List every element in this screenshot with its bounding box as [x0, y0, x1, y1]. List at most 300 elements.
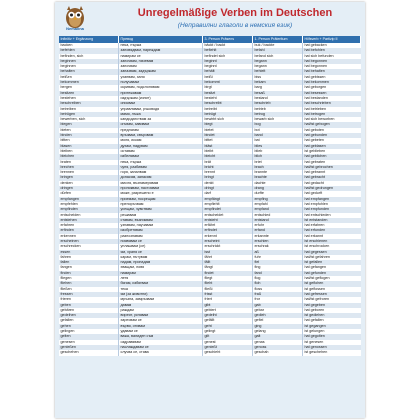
preterite-cell: briet [253, 160, 303, 165]
participle-cell: hat/ist gefahren [304, 254, 330, 259]
preterite-cell: fuhr [253, 255, 303, 260]
present-cell: geschieht [203, 350, 253, 355]
present-cell: erschrickt [203, 244, 253, 249]
present-cell: brennt [203, 170, 253, 175]
translation-cell: оздравявам [119, 340, 203, 345]
present-cell: gefällt [203, 318, 253, 323]
translation-cell: ям, храня се [119, 250, 203, 255]
infinitive-cell: erkennen [59, 234, 119, 239]
preterite-cell: befahl [253, 48, 303, 53]
translation-cell: избелявам [119, 154, 203, 159]
translation-cell: важа, валиден съм [119, 334, 203, 339]
translation-cell: намирам [119, 271, 203, 276]
participle-cell: hat/ist gedrungen [304, 186, 333, 191]
participle-cell: hat behalten [304, 69, 325, 74]
translation-cell: издържам (изпит) [119, 96, 203, 101]
translation-cell: удавам се [119, 329, 203, 334]
participle-cell: hat gebissen [304, 74, 326, 79]
present-cell: bläst [203, 144, 253, 149]
present-cell: entsteht [203, 218, 253, 223]
translation-cell: донасям, занасям [119, 175, 203, 180]
preterite-cell: brach [253, 165, 303, 170]
preterite-cell: fiel [253, 260, 303, 265]
infinitive-cell: betreiben [59, 107, 119, 112]
translation-cell: разпознавам [119, 234, 203, 239]
translation-cell: виреят, успявам [119, 313, 203, 318]
infinitive-cell: besitzen [59, 91, 119, 96]
preterite-cell: bekam [253, 80, 303, 85]
participle-cell: hat gebeten [304, 138, 324, 143]
infinitive-cell: bringen [59, 175, 119, 180]
participle-cell: hat/ist gebrochen [304, 164, 333, 169]
translation-cell: наслаждавам се [119, 345, 203, 350]
participle-cell: hat gebracht [304, 175, 326, 180]
page-title: Unregelmäßige Verben im Deutschen [137, 7, 333, 19]
participle-cell: hat geboten [304, 127, 324, 132]
present-cell: bringt [203, 175, 253, 180]
infinitive-cell: beginnen [59, 59, 119, 64]
infinitive-cell: braten [59, 160, 119, 165]
verb-table [59, 36, 361, 356]
preterite-cell: fing [253, 265, 303, 270]
infinitive-cell: fließen [59, 287, 119, 292]
infinitive-cell: bieten [59, 128, 119, 133]
infinitive-cell: bestehen [59, 96, 119, 101]
preterite-cell: erfuhr [253, 223, 303, 228]
participle-cell: hat begonnen [304, 58, 328, 63]
participle-cell: ist gelungen [304, 329, 325, 334]
translation-cell: решавам [119, 213, 203, 218]
present-cell: befiehlt [203, 48, 253, 53]
translation-cell: запазвам, задържам [119, 69, 203, 74]
infinitive-cell: beißen [59, 75, 119, 80]
logo-label: Nemalina [66, 26, 84, 31]
infinitive-cell: beginnen [59, 64, 119, 69]
translation-cell: падам, пропадам [119, 260, 203, 265]
translation-cell: скривам, подслонявам [119, 85, 203, 90]
translation-cell: прониквам, настоявам [119, 186, 203, 191]
infinitive-cell: dringen [59, 186, 119, 191]
present-cell: frisst [203, 292, 253, 297]
preterite-cell: band [253, 133, 303, 138]
participle-cell: ist erschienen [304, 238, 328, 243]
preterite-cell: begann [253, 64, 303, 69]
participle-cell: hat bekommen [304, 80, 329, 85]
infinitive-cell: fliehen [59, 281, 119, 286]
translation-cell: тека [119, 287, 203, 292]
infinitive-cell: fliegen [59, 276, 119, 281]
participle-cell: hat empfohlen [304, 201, 328, 206]
infinitive-cell: erscheinen [59, 239, 119, 244]
translation-cell: ям (за животни) [119, 292, 203, 297]
participle-cell: hat sich beworben [304, 117, 335, 122]
present-cell: betrügt [203, 112, 253, 117]
infinitive-cell: erfahren [59, 223, 119, 228]
present-cell: biegt [203, 122, 253, 127]
infinitive-cell: betrügen [59, 112, 119, 117]
participle-cell: ist geschehen [304, 350, 328, 355]
translation-cell: пека, пържа [119, 43, 203, 48]
participle-cell: hat geblasen [304, 143, 326, 148]
present-cell: betreibt [203, 107, 253, 112]
infinitive-cell: fahren [59, 255, 119, 260]
translation-cell: започвам, начевам [119, 59, 203, 64]
present-cell: beschreibt [203, 101, 253, 106]
participle-cell: ist gegangen [304, 323, 326, 328]
translation-cell: препоръчвам [119, 202, 203, 207]
preterite-cell: befand sich [253, 54, 303, 59]
present-cell: bäckt / backt [203, 43, 253, 48]
infinitive-cell: gefallen [59, 318, 119, 323]
translation-cell: кандидатствам за [119, 117, 203, 122]
participle-cell: hat/ist gefroren [304, 297, 330, 302]
preterite-cell: gedieh [253, 313, 303, 318]
present-cell: befindet sich [203, 54, 253, 59]
translation-cell: огъвам, завивам [119, 122, 203, 127]
preterite-cell: brachte [253, 175, 303, 180]
preterite-cell: behielt [253, 69, 303, 74]
participle-cell: hat beschrieben [304, 101, 331, 106]
participle-cell: hat gebunden [304, 133, 328, 138]
present-cell: bleibt [203, 149, 253, 154]
infinitive-cell: gehen [59, 324, 119, 329]
infinitive-cell: finden [59, 271, 119, 276]
present-cell: gibt [203, 303, 253, 308]
translation-cell: притежавам [119, 91, 203, 96]
present-cell: findet [203, 271, 253, 276]
translation-cell: приемам, посрещам [119, 197, 203, 202]
translation-cell: намирам се [119, 54, 203, 59]
infinitive-cell: empfehlen [59, 202, 119, 207]
translation-cell: узнавам, научавам [119, 223, 203, 228]
participle-cell: hat betrogen [304, 111, 326, 116]
present-cell: empfiehlt [203, 202, 253, 207]
preterite-cell: floh [253, 281, 303, 286]
translation-cell: мръзна, замръзвам [119, 297, 203, 302]
translation-cell: предлагам [119, 128, 203, 133]
participle-cell: ist entstanden [304, 217, 328, 222]
present-cell: empfängt [203, 197, 253, 202]
infinitive-cell: bekommen [59, 80, 119, 85]
participle-cell: hat erkannt [304, 233, 323, 238]
present-cell: besteht [203, 96, 253, 101]
present-cell: friert [203, 297, 253, 302]
translation-cell: духам, надувам [119, 144, 203, 149]
preterite-cell: bot [253, 128, 303, 133]
present-cell: erscheint [203, 239, 253, 244]
participle-cell: hat gegeben [304, 302, 326, 307]
preterite-cell: erschrak [253, 244, 303, 249]
preterite-cell: empfahl [253, 202, 303, 207]
header-preterite: 1. Person Präteritum [253, 36, 303, 43]
participle-cell: hat gefunden [304, 270, 327, 275]
infinitive-cell: bitten [59, 138, 119, 143]
participle-cell: hat sich befunden [304, 53, 334, 58]
preterite-cell: entstand [253, 218, 303, 223]
translation-cell: моля, искам [119, 138, 203, 143]
present-cell: birgt [203, 85, 253, 90]
preterite-cell: erschien [253, 239, 303, 244]
present-cell: erkennt [203, 234, 253, 239]
translation-cell: изобретявам [119, 228, 203, 233]
translation-cell: усещам, чувствам [119, 207, 203, 212]
present-cell: beginnt [203, 64, 253, 69]
preterite-cell: betrieb [253, 107, 303, 112]
translation-cell: заповядвам, нареждам [119, 48, 203, 53]
preterite-cell: bewarb sich [253, 117, 303, 122]
present-cell: gedeiht [203, 313, 253, 318]
present-cell: bietet [203, 128, 253, 133]
preterite-cell: fror [253, 297, 303, 302]
preterite-cell: blies [253, 144, 303, 149]
present-cell: beißt [203, 75, 253, 80]
translation-cell: управлявам, ръководя [119, 107, 203, 112]
infinitive-cell: denken [59, 181, 119, 186]
preterite-cell: durfte [253, 191, 303, 196]
preterite-cell: bog [253, 122, 303, 127]
participle-cell: hat begonnen [304, 64, 328, 69]
present-cell: behält [203, 69, 253, 74]
participle-cell: ist gefallen [304, 260, 323, 265]
participle-cell: hat betrieben [304, 106, 327, 111]
infinitive-cell: beschreiben [59, 101, 119, 106]
preterite-cell: gelang [253, 329, 303, 334]
present-cell: erfindet [203, 228, 253, 233]
participle-cell: hat/ist gebogen [304, 122, 330, 127]
infinitive-cell: gebären [59, 308, 119, 313]
page-subtitle: (Неправилни глаголи в немския език) [177, 22, 293, 29]
present-cell: bleicht [203, 154, 253, 159]
present-cell: fließt [203, 287, 253, 292]
table-body [59, 43, 361, 356]
participle-cell: hat entschieden [304, 212, 331, 217]
present-cell: bricht [203, 165, 253, 170]
participle-cell: ist erschrocken [304, 244, 330, 249]
present-cell: gilt [203, 334, 253, 339]
infinitive-cell: gelten [59, 334, 119, 339]
translation-cell: ухапвам, хапя [119, 75, 203, 80]
preterite-cell: besaß [253, 91, 303, 96]
present-cell: bewirbt sich [203, 117, 253, 122]
header-present: 3. Person Präsens [203, 36, 253, 43]
infinitive-cell: geschehen [59, 350, 119, 355]
translation-cell: горя, запалвам [119, 170, 203, 175]
translation-cell: пека, пържа [119, 160, 203, 165]
preterite-cell: empfing [253, 197, 303, 202]
infinitive-cell: empfangen [59, 197, 119, 202]
translation-cell: ставам, възниквам [119, 218, 203, 223]
preterite-cell: gebar [253, 308, 303, 313]
infinitive-cell: gedeihen [59, 313, 119, 318]
translation-cell: летя [119, 276, 203, 281]
translation-cell: връзвам, свързвам [119, 133, 203, 138]
preterite-cell: blich [253, 154, 303, 159]
participle-cell: hat gegolten [304, 334, 325, 339]
present-cell: bindet [203, 133, 253, 138]
infinitive-cell: fangen [59, 265, 119, 270]
participle-cell: hat gebrannt [304, 170, 326, 175]
translation-cell: описвам [119, 101, 203, 106]
preterite-cell: flog [253, 276, 303, 281]
present-cell: fliegt [203, 276, 253, 281]
present-cell: gelingt [203, 329, 253, 334]
present-cell: denkt [203, 181, 253, 186]
infinitive-cell: fressen [59, 292, 119, 297]
participle-cell: ist geflossen [304, 286, 325, 291]
translation-cell: оставам [119, 149, 203, 154]
participle-cell: hat gegessen [304, 249, 327, 254]
translation-cell: чупя, разбивам [119, 165, 203, 170]
present-cell: entscheidet [203, 213, 253, 218]
translation-cell: започвам [119, 64, 203, 69]
infinitive-cell: genesen [59, 340, 119, 345]
infinitive-cell: genießen [59, 345, 119, 350]
present-cell: geht [203, 324, 253, 329]
header-infinitive: Infinitiv + Ergänzung [59, 36, 119, 43]
infinitive-cell: entstehen [59, 218, 119, 223]
present-cell: beginnt [203, 59, 253, 64]
infinitive-cell: gelingen [59, 329, 119, 334]
infinitive-cell: befinden, sich [59, 54, 119, 59]
translation-cell: мисля, възнамерявам [119, 181, 203, 186]
present-cell: bittet [203, 138, 253, 143]
infinitive-cell: essen [59, 250, 119, 255]
present-cell: brät [203, 160, 253, 165]
infinitive-cell: fallen [59, 260, 119, 265]
preterite-cell: betrog [253, 112, 303, 117]
infinitive-cell: geben [59, 303, 119, 308]
infinitive-cell: erfinden [59, 228, 119, 233]
header-participle: Hilfsverb + Partizip II [303, 36, 361, 43]
preterite-cell: fand [253, 271, 303, 276]
present-cell: bekommt [203, 80, 253, 85]
infinitive-cell: frieren [59, 297, 119, 302]
present-cell: darf [203, 191, 253, 196]
preterite-cell: empfand [253, 207, 303, 212]
preterite-cell: genoss [253, 345, 303, 350]
infinitive-cell: bewerben, sich [59, 117, 119, 122]
participle-cell: hat empfunden [304, 207, 330, 212]
participle-cell: hat gefangen [304, 265, 327, 270]
translation-cell: хващам, ловя [119, 265, 203, 270]
preterite-cell: entschied [253, 213, 303, 218]
translation-cell: раждам [119, 308, 203, 313]
preterite-cell: blieb [253, 149, 303, 154]
present-cell: flieht [203, 281, 253, 286]
preterite-cell: beschrieb [253, 101, 303, 106]
participle-cell: hat genossen [304, 344, 327, 349]
participle-cell: hat gebraten [304, 159, 326, 164]
infinitive-cell: brechen [59, 165, 119, 170]
translation-cell: появявам се [119, 239, 203, 244]
infinitive-cell: backen [59, 43, 119, 48]
infinitive-cell: bleichen [59, 154, 119, 159]
infinitive-cell: befehlen [59, 48, 119, 53]
present-cell: fährt [203, 255, 253, 260]
infinitive-cell: entscheiden [59, 213, 119, 218]
preterite-cell: drang [253, 186, 303, 191]
participle-cell: hat gedurft [304, 191, 323, 196]
preterite-cell: buk / backte [253, 43, 303, 48]
preterite-cell: brannte [253, 170, 303, 175]
preterite-cell: galt [253, 334, 303, 339]
preterite-cell: fraß [253, 292, 303, 297]
present-cell: genest [203, 340, 253, 345]
infinitive-cell: behalten [59, 69, 119, 74]
participle-cell: hat erfahren [304, 223, 325, 228]
preterite-cell: floss [253, 287, 303, 292]
preterite-cell: ging [253, 324, 303, 329]
present-cell: fällt [203, 260, 253, 265]
preterite-cell: genas [253, 340, 303, 345]
translation-cell: карам, пътувам [119, 255, 203, 260]
translation-cell: може, разрешено е [119, 191, 203, 196]
preterite-cell: erfand [253, 228, 303, 233]
infinitive-cell: bleiben [59, 149, 119, 154]
infinitive-cell: blasen [59, 144, 119, 149]
translation-cell: получавам [119, 80, 203, 85]
preterite-cell: aß [253, 250, 303, 255]
participle-cell: hat gefallen [304, 318, 324, 323]
preterite-cell: gab [253, 303, 303, 308]
present-cell: fängt [203, 265, 253, 270]
preterite-cell: dachte [253, 181, 303, 186]
table-header [59, 36, 361, 43]
preterite-cell: barg [253, 85, 303, 90]
infinitive-cell: dürfen [59, 191, 119, 196]
present-cell: gebiert [203, 308, 253, 313]
participle-cell: hat gefressen [304, 291, 327, 296]
participle-cell: hat gedacht [304, 180, 324, 185]
translation-cell: вървя, отивам [119, 324, 203, 329]
participle-cell: hat geborgen [304, 85, 327, 90]
infinitive-cell: binden [59, 133, 119, 138]
present-cell: erfährt [203, 223, 253, 228]
participle-cell: hat gebacken [304, 43, 327, 47]
participle-cell: hat/ist geflogen [304, 276, 330, 281]
header-translation: Превод [119, 36, 203, 43]
preterite-cell: erkannte [253, 234, 303, 239]
infinitive-cell: biegen [59, 122, 119, 127]
present-cell: dringt [203, 186, 253, 191]
participle-cell: ist gediehen [304, 313, 325, 318]
participle-cell: ist genesen [304, 339, 324, 344]
preterite-cell: geschah [253, 350, 303, 355]
translation-cell: уплашвам (се) [119, 244, 203, 249]
verb-poster [55, 2, 365, 418]
preterite-cell: biss [253, 75, 303, 80]
participle-cell: hat erfunden [304, 228, 326, 233]
present-cell: besitzt [203, 91, 253, 96]
translation-cell: мамя, лъжа [119, 112, 203, 117]
participle-cell: hat besessen [304, 90, 327, 95]
infinitive-cell: brennen [59, 170, 119, 175]
preterite-cell: bat [253, 138, 303, 143]
translation-cell: харесвам се [119, 318, 203, 323]
preterite-cell: bestand [253, 96, 303, 101]
present-cell: isst [203, 250, 253, 255]
infinitive-cell: bergen [59, 85, 119, 90]
table-row [59, 350, 361, 355]
participle-cell: hat geboren [304, 307, 325, 312]
participle-cell: hat befohlen [304, 48, 325, 53]
participle-cell: hat bestanden [304, 95, 328, 100]
translation-cell: бягам, избягвам [119, 281, 203, 286]
translation-cell: случва се, става [119, 350, 203, 355]
participle-cell: hat geblichen [304, 154, 327, 159]
infinitive-cell: erschrecken [59, 244, 119, 249]
present-cell: genießt [203, 345, 253, 350]
